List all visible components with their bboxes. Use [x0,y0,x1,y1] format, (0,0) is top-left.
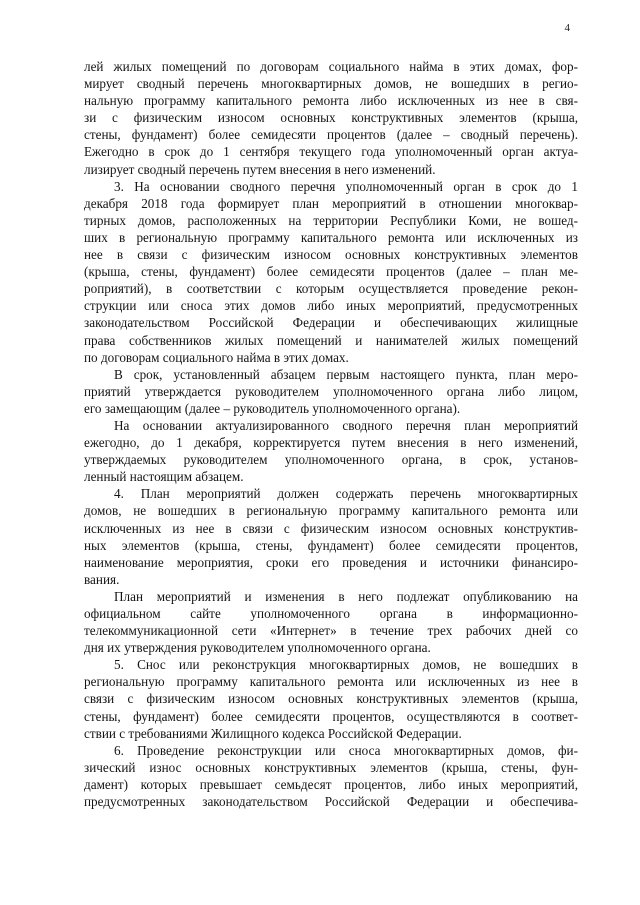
paragraph [84,58,578,178]
text-line: В срок, установленный абзацем первым настоящего пункта, план меро- [114,366,578,382]
paragraph [84,366,578,417]
text-line: связи с физическим износом основных конструктивных элементов (крыша, [84,691,578,707]
text-line: региональную программу капитального ремонта или исключенных из нее в [84,674,578,690]
text-line: ствии с требованиями Жилищного кодекса Российской Федерации. [84,725,462,741]
text-line: домов, не вошедших в региональную программу капитального ремонта или [84,503,578,519]
text-line: приятий утверждается руководителем уполномоченного органа либо лицом, [84,383,578,399]
paragraph [84,656,578,741]
paragraph [84,485,578,588]
text-line: ных элементов (крыша, стены, фундамент) более семидесяти процентов, [84,537,578,553]
text-line: предусмотренных законодательством Российской Федерации и обеспечива- [84,794,578,810]
text-line: нальную программу капитального ремонта либо исключенных из нее в свя- [84,93,578,109]
text-line: План мероприятий и изменения в него подлежат опубликованию на [114,588,578,604]
text-line: роприятий), в соответствии с которым осуществляется проведение рекон- [84,281,578,297]
text-line: лей жилых помещений по договорам социального найма в этих домах, фор- [84,59,578,74]
text-line: права собственников жилых помещений и нанимателей жилых помещений [84,332,578,348]
text-line: 5. Снос или реконструкция многоквартирных домов, не вошедших в [114,657,578,673]
text-line: 6. Проведение реконструкции или сноса многоквартирных домов, фи- [114,742,578,758]
text-line: исключенных из нее в связи с физическим износом основных конструктив- [84,520,578,536]
text-line: официальном сайте уполномоченного органа в информационно- [84,606,578,621]
document-body [84,58,578,810]
text-line: зи с физическим износом основных конструктивных элементов (крыша, [84,110,578,126]
text-line: ежегодно, до 1 декабря, корректируется путем внесения в него изменений, [84,435,578,451]
paragraph [84,588,578,656]
text-line: (крыша, стены, фундамент) более семидесяти процентов (далее – план ме- [84,264,578,280]
text-line: 4. План мероприятий должен содержать перечень многоквартирных [114,486,578,502]
paragraph [84,178,578,366]
text-line: его замещающим (далее – руководитель уполномоченного органа). [84,400,461,416]
text-line: струкции или сноса этих домов либо иных мероприятий, предусмотренных [84,298,578,314]
text-line: зический износ основных конструктивных элементов (крыша, стены, фун- [84,759,578,775]
text-line: телекоммуникационной сети «Интернет» в течение трех рабочих дней со [84,623,578,639]
text-line: тирных домов, расположенных на территории Республики Коми, не вошед- [84,212,578,228]
text-line: Ежегодно в срок до 1 сентября текущего года уполномоченный орган актуа- [84,144,578,160]
paragraph [84,417,578,485]
text-line: стены, фундамент) более семидесяти процентов (далее – сводный перечень). [84,127,578,143]
text-line: дамент) которых превышает семьдесят процентов, либо иных мероприятий, [84,776,578,792]
text-line: ленный настоящим абзацем. [84,469,244,485]
text-line: 3. На основании сводного перечня уполномоченный орган в срок до 1 [114,178,578,194]
text-line: На основании актуализированного сводного перечня план мероприятий [114,417,578,433]
text-line: лизирует сводный перечень путем внесения в него изменений. [84,161,436,177]
text-line: по договорам социального найма в этих домах. [84,349,349,365]
text-line: декабря 2018 года формирует план мероприятий в отношении многоквар- [84,195,578,211]
text-line: вания. [84,571,120,587]
text-line: мирует сводный перечень многоквартирных домов, не вошедших в регио- [84,76,578,92]
text-line: дня их утверждения руководителем уполномоченного органа. [84,640,431,656]
text-line: законодательством Российской Федерации и обеспечивающих жилищные [84,315,578,331]
text-line: наименование мероприятия, сроки его проведения и источники финансиро- [84,554,578,570]
text-line: утверждаемых руководителем уполномоченного органа, в срок, установ- [84,452,578,468]
paragraph [84,742,578,810]
text-line: стены, фундамент) более семидесяти процентов, осуществляются в соответ- [84,708,578,724]
page-number: 4 [564,22,570,34]
text-line: нее в связи с физическим износом основных конструктивных элементов [84,247,578,263]
text-line: ших в региональную программу капитального ремонта или исключенных из [84,229,578,245]
